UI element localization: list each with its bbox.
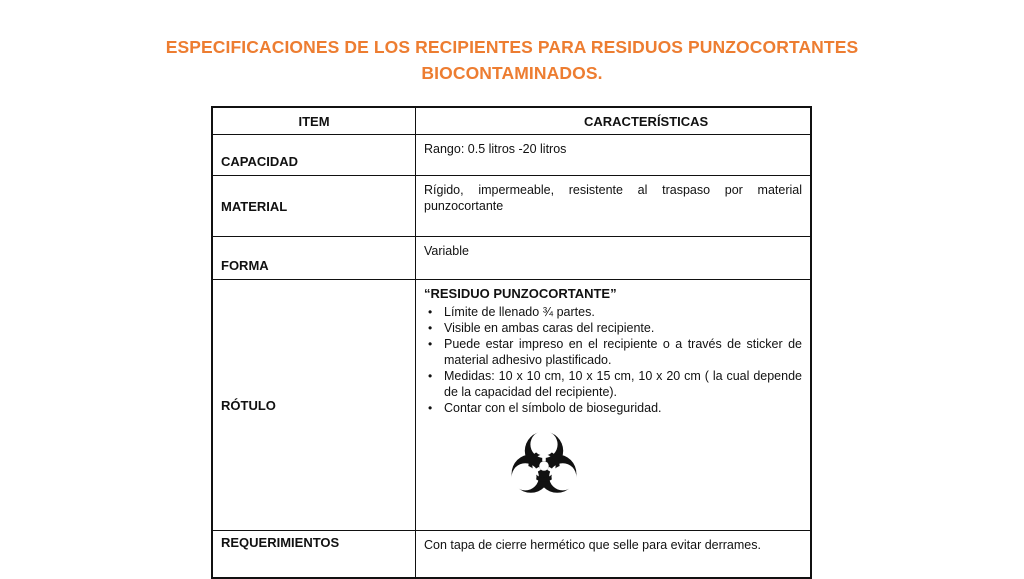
rotulo-bullet-3: • Puede estar impreso en el recipiente o a través de sticker de material adhesivo plastificado. (424, 336, 802, 368)
slide-title-line-2: BIOCONTAMINADOS. (421, 63, 603, 83)
item-capacidad: CAPACIDAD (212, 135, 416, 176)
slide-title (100, 34, 924, 86)
rotulo-bullet-5: • Contar con el símbolo de bioseguridad. (424, 400, 802, 416)
value-material: Rígido, impermeable, resistente al traspaso por material punzocortante (416, 176, 812, 237)
table-header-row (212, 107, 811, 135)
item-forma: FORMA (212, 237, 416, 280)
rotulo-bullet-1: • Límite de llenado ¾ partes. (424, 304, 802, 320)
table-row-forma (212, 237, 811, 280)
header-caracteristicas: CARACTERÍSTICAS (416, 107, 812, 135)
table-row-requerimientos (212, 531, 811, 579)
value-requerimientos: Con tapa de cierre hermético que selle para evitar derrames. (416, 531, 812, 579)
rotulo-bullet-2: • Visible en ambas caras del recipiente. (424, 320, 802, 336)
item-rotulo: RÓTULO (212, 280, 416, 531)
item-requerimientos: REQUERIMIENTOS (212, 531, 416, 579)
biohazard-symbol-area (424, 426, 802, 510)
header-item: ITEM (212, 107, 416, 135)
biohazard-icon (504, 426, 584, 506)
value-capacidad: Rango: 0.5 litros -20 litros (416, 135, 812, 176)
specifications-table (211, 106, 812, 579)
rotulo-bullet-4: • Medidas: 10 x 10 cm, 10 x 15 cm, 10 x 20 cm ( la cual depende de la capacidad del recipiente). (424, 368, 802, 400)
table-row-material (212, 176, 811, 237)
table-row-rotulo (212, 280, 811, 531)
rotulo-bullet-list (424, 304, 802, 416)
slide-title-line-1: ESPECIFICACIONES DE LOS RECIPIENTES PARA RESIDUOS PUNZOCORTANTES (165, 37, 859, 57)
rotulo-title: “RESIDUO PUNZOCORTANTE” (424, 286, 617, 301)
value-rotulo (416, 280, 812, 531)
value-forma: Variable (416, 237, 812, 280)
item-material: MATERIAL (212, 176, 416, 237)
table-row-capacidad (212, 135, 811, 176)
